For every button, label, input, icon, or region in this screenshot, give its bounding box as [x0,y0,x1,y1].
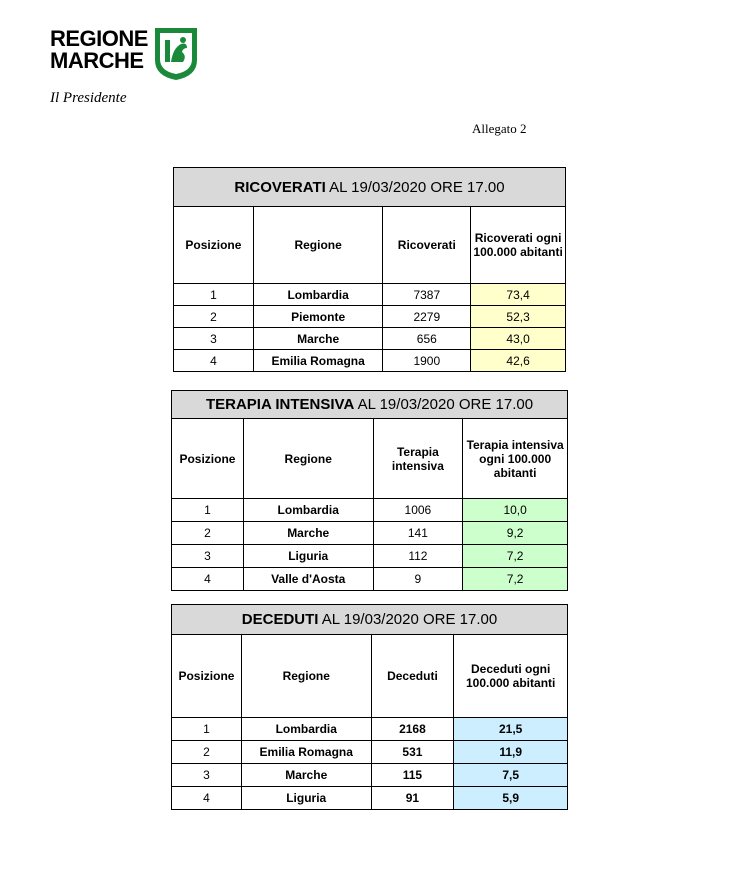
cell-rate: 5,9 [454,787,568,810]
cell-position: 1 [172,499,244,522]
logo-line-2: MARCHE [50,48,144,73]
title-bold: TERAPIA INTENSIVA [205,396,355,413]
cell-rate: 7,2 [463,545,568,568]
cell-count: 112 [373,545,463,568]
regione-marche-logo [50,26,200,86]
president-caption: Il Presidente [50,90,127,106]
title-rest: AL 19/03/2020 ORE 17.00 [318,611,498,628]
column-header: Ricoverati ogni 100.000 abitanti [471,207,566,284]
cell-count: 1006 [373,499,463,522]
cell-position: 2 [172,741,242,764]
cell-rate: 7,2 [463,568,568,591]
cell-count: 531 [371,741,454,764]
title-bold: RICOVERATI [234,178,326,196]
column-header: Regione [243,419,373,499]
cell-position: 4 [172,787,242,810]
title-rest: AL 19/03/2020 ORE 17.00 [354,396,534,413]
cell-count: 1900 [383,350,471,372]
cell-rate: 21,5 [454,718,568,741]
cell-region: Marche [241,764,371,787]
cell-region: Liguria [243,545,373,568]
cell-position: 2 [174,306,254,328]
cell-rate: 7,5 [454,764,568,787]
cell-count: 91 [371,787,454,810]
cell-rate: 52,3 [471,306,566,328]
cell-count: 141 [373,522,463,545]
column-header: Posizione [172,635,242,718]
cell-position: 3 [172,764,242,787]
cell-position: 1 [172,718,242,741]
column-header: Posizione [172,419,244,499]
cell-region: Lombardia [241,718,371,741]
cell-count: 7387 [383,284,471,306]
logo-line-1: REGIONE [50,26,148,51]
cell-region: Lombardia [253,284,383,306]
cell-position: 4 [174,350,254,372]
cell-count: 656 [383,328,471,350]
column-header: Deceduti [371,635,454,718]
cell-rate: 10,0 [463,499,568,522]
cell-region: Marche [243,522,373,545]
title-rest: AL 19/03/2020 ORE 17.00 [325,178,505,196]
terapia-intensiva-table [171,390,568,591]
column-header: Terapia intensiva [373,419,463,499]
cell-count: 9 [373,568,463,591]
cell-rate: 9,2 [463,522,568,545]
table-title [174,168,566,207]
cell-count: 2279 [383,306,471,328]
cell-rate: 42,6 [471,350,566,372]
cell-rate: 11,9 [454,741,568,764]
cell-region: Emilia Romagna [241,741,371,764]
allegato-label: Allegato 2 [472,121,527,136]
column-header: Posizione [174,207,254,284]
table-title [172,605,568,635]
ricoverati-table [173,167,566,372]
shield-icon [153,26,199,82]
cell-count: 115 [371,764,454,787]
title-bold: DECEDUTI [241,611,319,628]
column-header: Deceduti ogni 100.000 abitanti [454,635,568,718]
logo-text [50,28,148,72]
cell-region: Liguria [241,787,371,810]
cell-position: 4 [172,568,244,591]
cell-position: 2 [172,522,244,545]
cell-count: 2168 [371,718,454,741]
cell-region: Marche [253,328,383,350]
column-header: Terapia intensiva ogni 100.000 abitanti [463,419,568,499]
column-header: Ricoverati [383,207,471,284]
cell-rate: 73,4 [471,284,566,306]
table-title [172,391,568,419]
cell-region: Emilia Romagna [253,350,383,372]
deceduti-table [171,604,568,810]
cell-position: 1 [174,284,254,306]
cell-region: Lombardia [243,499,373,522]
cell-region: Valle d'Aosta [243,568,373,591]
column-header: Regione [241,635,371,718]
cell-position: 3 [174,328,254,350]
column-header: Regione [253,207,383,284]
cell-rate: 43,0 [471,328,566,350]
cell-region: Piemonte [253,306,383,328]
cell-position: 3 [172,545,244,568]
